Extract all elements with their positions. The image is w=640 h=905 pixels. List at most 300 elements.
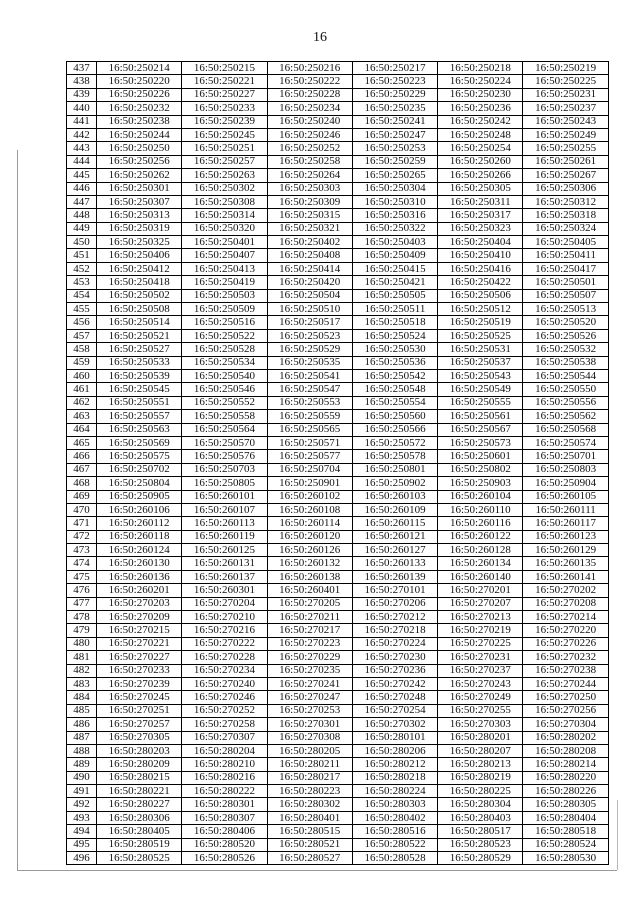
cadastral-number-cell: 16:50:250535	[267, 356, 352, 369]
cadastral-number-cell: 16:50:270216	[182, 624, 267, 637]
cadastral-number-cell: 16:50:280219	[438, 771, 523, 784]
cadastral-number-cell: 16:50:280519	[97, 838, 182, 851]
cadastral-number-cell: 16:50:250323	[438, 222, 523, 235]
cadastral-number-cell: 16:50:250573	[438, 436, 523, 449]
cadastral-number-cell: 16:50:260102	[267, 490, 352, 503]
cadastral-number-cell: 16:50:250903	[438, 477, 523, 490]
table-row	[67, 731, 609, 744]
table-row	[67, 249, 609, 262]
table-row	[67, 303, 609, 316]
table-row	[67, 102, 609, 115]
cadastral-number-cell: 16:50:250531	[438, 343, 523, 356]
cadastral-number-cell: 16:50:250308	[182, 195, 267, 208]
cadastral-number-cell: 16:50:250517	[267, 316, 352, 329]
cadastral-number-cell: 16:50:250601	[438, 450, 523, 463]
table-row	[67, 704, 609, 717]
cadastral-table-container	[66, 61, 608, 865]
row-number-cell: 444	[67, 155, 97, 168]
cadastral-number-cell: 16:50:250304	[352, 182, 437, 195]
cadastral-number-cell: 16:50:250405	[523, 236, 608, 249]
cadastral-number-cell: 16:50:250215	[182, 62, 267, 75]
cadastral-number-cell: 16:50:280222	[182, 785, 267, 798]
cadastral-number-cell: 16:50:280515	[267, 825, 352, 838]
cadastral-number-cell: 16:50:250409	[352, 249, 437, 262]
cadastral-number-cell: 16:50:280216	[182, 771, 267, 784]
cadastral-number-cell: 16:50:250558	[182, 410, 267, 423]
cadastral-number-cell: 16:50:270304	[523, 718, 608, 731]
cadastral-number-cell: 16:50:270243	[438, 677, 523, 690]
row-number-cell: 477	[67, 597, 97, 610]
table-row	[67, 410, 609, 423]
cadastral-number-cell: 16:50:250508	[97, 303, 182, 316]
table-row	[67, 128, 609, 141]
cadastral-number-cell: 16:50:260130	[97, 557, 182, 570]
cadastral-number-cell: 16:50:260401	[267, 584, 352, 597]
row-number-cell: 470	[67, 503, 97, 516]
cadastral-number-cell: 16:50:280302	[267, 798, 352, 811]
cadastral-number-cell: 16:50:250532	[523, 343, 608, 356]
cadastral-number-cell: 16:50:250241	[352, 115, 437, 128]
cadastral-number-cell: 16:50:250562	[523, 410, 608, 423]
cadastral-number-cell: 16:50:280306	[97, 811, 182, 824]
cadastral-number-cell: 16:50:250512	[438, 303, 523, 316]
cadastral-number-cell: 16:50:250542	[352, 369, 437, 382]
cadastral-number-cell: 16:50:250249	[523, 128, 608, 141]
cadastral-number-cell: 16:50:250255	[523, 142, 608, 155]
cadastral-number-cell: 16:50:270257	[97, 718, 182, 731]
cadastral-number-cell: 16:50:280212	[352, 758, 437, 771]
cadastral-number-cell: 16:50:250703	[182, 463, 267, 476]
cadastral-number-cell: 16:50:250507	[523, 289, 608, 302]
cadastral-number-cell: 16:50:250516	[182, 316, 267, 329]
row-number-cell: 465	[67, 436, 97, 449]
cadastral-number-cell: 16:50:250235	[352, 102, 437, 115]
cadastral-number-cell: 16:50:280518	[523, 825, 608, 838]
cadastral-number-cell: 16:50:270247	[267, 691, 352, 704]
table-row	[67, 222, 609, 235]
row-number-cell: 467	[67, 463, 97, 476]
cadastral-number-cell: 16:50:280401	[267, 811, 352, 824]
row-number-cell: 483	[67, 677, 97, 690]
cadastral-number-cell: 16:50:250526	[523, 329, 608, 342]
row-number-cell: 449	[67, 222, 97, 235]
cadastral-number-cell: 16:50:250266	[438, 169, 523, 182]
cadastral-number-cell: 16:50:250804	[97, 477, 182, 490]
table-row	[67, 651, 609, 664]
cadastral-number-cell: 16:50:250904	[523, 477, 608, 490]
cadastral-number-cell: 16:50:250905	[97, 490, 182, 503]
row-number-cell: 461	[67, 383, 97, 396]
row-number-cell: 443	[67, 142, 97, 155]
cadastral-number-cell: 16:50:270101	[352, 584, 437, 597]
cadastral-number-cell: 16:50:250563	[97, 423, 182, 436]
cadastral-number-cell: 16:50:250230	[438, 88, 523, 101]
cadastral-number-cell: 16:50:250234	[267, 102, 352, 115]
cadastral-number-cell: 16:50:280227	[97, 798, 182, 811]
cadastral-number-cell: 16:50:260301	[182, 584, 267, 597]
cadastral-number-cell: 16:50:250541	[267, 369, 352, 382]
cadastral-number-cell: 16:50:270224	[352, 637, 437, 650]
cadastral-number-cell: 16:50:250536	[352, 356, 437, 369]
cadastral-number-cell: 16:50:250262	[97, 169, 182, 182]
cadastral-number-cell: 16:50:260137	[182, 570, 267, 583]
cadastral-number-cell: 16:50:270208	[523, 597, 608, 610]
cadastral-number-cell: 16:50:280226	[523, 785, 608, 798]
table-row	[67, 477, 609, 490]
cadastral-number-cell: 16:50:250220	[97, 75, 182, 88]
row-number-cell: 475	[67, 570, 97, 583]
cadastral-number-cell: 16:50:250549	[438, 383, 523, 396]
scan-edge-left	[17, 150, 18, 870]
cadastral-number-cell: 16:50:260127	[352, 544, 437, 557]
cadastral-number-cell: 16:50:260121	[352, 530, 437, 543]
cadastral-number-cell: 16:50:280402	[352, 811, 437, 824]
cadastral-number-cell: 16:50:280404	[523, 811, 608, 824]
cadastral-number-cell: 16:50:270209	[97, 611, 182, 624]
cadastral-number-cell: 16:50:250564	[182, 423, 267, 436]
cadastral-number-cell: 16:50:270252	[182, 704, 267, 717]
cadastral-number-cell: 16:50:280215	[97, 771, 182, 784]
row-number-cell: 466	[67, 450, 97, 463]
cadastral-number-cell: 16:50:250420	[267, 276, 352, 289]
cadastral-number-cell: 16:50:250256	[97, 155, 182, 168]
cadastral-number-cell: 16:50:280526	[182, 852, 267, 865]
cadastral-number-cell: 16:50:260138	[267, 570, 352, 583]
cadastral-number-cell: 16:50:260113	[182, 517, 267, 530]
cadastral-number-cell: 16:50:280528	[352, 852, 437, 865]
table-row	[67, 852, 609, 865]
table-row	[67, 62, 609, 75]
cadastral-number-cell: 16:50:270233	[97, 664, 182, 677]
cadastral-number-cell: 16:50:260117	[523, 517, 608, 530]
cadastral-number-cell: 16:50:250419	[182, 276, 267, 289]
cadastral-number-cell: 16:50:260125	[182, 544, 267, 557]
cadastral-number-cell: 16:50:260115	[352, 517, 437, 530]
table-row	[67, 450, 609, 463]
table-row	[67, 798, 609, 811]
row-number-cell: 484	[67, 691, 97, 704]
cadastral-number-cell: 16:50:250560	[352, 410, 437, 423]
cadastral-number-cell: 16:50:280307	[182, 811, 267, 824]
cadastral-number-cell: 16:50:260139	[352, 570, 437, 583]
cadastral-number-cell: 16:50:250319	[97, 222, 182, 235]
cadastral-number-cell: 16:50:260134	[438, 557, 523, 570]
cadastral-number-cell: 16:50:260116	[438, 517, 523, 530]
cadastral-number-cell: 16:50:280303	[352, 798, 437, 811]
cadastral-number-cell: 16:50:270230	[352, 651, 437, 664]
cadastral-number-cell: 16:50:250264	[267, 169, 352, 182]
cadastral-number-cell: 16:50:250217	[352, 62, 437, 75]
table-row	[67, 691, 609, 704]
row-number-cell: 482	[67, 664, 97, 677]
cadastral-number-cell: 16:50:270219	[438, 624, 523, 637]
row-number-cell: 486	[67, 718, 97, 731]
cadastral-number-cell: 16:50:250401	[182, 236, 267, 249]
cadastral-number-cell: 16:50:250317	[438, 209, 523, 222]
cadastral-number-cell: 16:50:250547	[267, 383, 352, 396]
cadastral-number-cell: 16:50:280205	[267, 744, 352, 757]
cadastral-number-cell: 16:50:270237	[438, 664, 523, 677]
cadastral-number-cell: 16:50:250408	[267, 249, 352, 262]
cadastral-number-cell: 16:50:250529	[267, 343, 352, 356]
table-row	[67, 155, 609, 168]
cadastral-number-cell: 16:50:280521	[267, 838, 352, 851]
table-row	[67, 356, 609, 369]
cadastral-number-cell: 16:50:250568	[523, 423, 608, 436]
cadastral-number-cell: 16:50:250524	[352, 329, 437, 342]
table-row	[67, 276, 609, 289]
cadastral-number-cell: 16:50:280520	[182, 838, 267, 851]
row-number-cell: 446	[67, 182, 97, 195]
cadastral-number-cell: 16:50:250403	[352, 236, 437, 249]
cadastral-number-cell: 16:50:280530	[523, 852, 608, 865]
cadastral-number-cell: 16:50:250404	[438, 236, 523, 249]
cadastral-number-cell: 16:50:280201	[438, 731, 523, 744]
cadastral-number-cell: 16:50:280224	[352, 785, 437, 798]
cadastral-number-cell: 16:50:280524	[523, 838, 608, 851]
row-number-cell: 488	[67, 744, 97, 757]
scan-edge-bottom	[17, 870, 617, 871]
cadastral-number-cell: 16:50:270305	[97, 731, 182, 744]
cadastral-number-cell: 16:50:250421	[352, 276, 437, 289]
row-number-cell: 451	[67, 249, 97, 262]
cadastral-number-cell: 16:50:250410	[438, 249, 523, 262]
cadastral-number-cell: 16:50:250251	[182, 142, 267, 155]
cadastral-number-cell: 16:50:280210	[182, 758, 267, 771]
cadastral-number-cell: 16:50:270239	[97, 677, 182, 690]
cadastral-number-cell: 16:50:250702	[97, 463, 182, 476]
table-row	[67, 584, 609, 597]
cadastral-number-cell: 16:50:250805	[182, 477, 267, 490]
cadastral-number-cell: 16:50:250228	[267, 88, 352, 101]
cadastral-number-cell: 16:50:250252	[267, 142, 352, 155]
table-row	[67, 262, 609, 275]
cadastral-number-cell: 16:50:250246	[267, 128, 352, 141]
cadastral-number-cell: 16:50:250247	[352, 128, 437, 141]
cadastral-number-cell: 16:50:250530	[352, 343, 437, 356]
table-row	[67, 677, 609, 690]
table-row	[67, 838, 609, 851]
cadastral-number-cell: 16:50:250267	[523, 169, 608, 182]
cadastral-number-cell: 16:50:280516	[352, 825, 437, 838]
cadastral-number-cell: 16:50:250261	[523, 155, 608, 168]
cadastral-number-cell: 16:50:250260	[438, 155, 523, 168]
table-row	[67, 637, 609, 650]
cadastral-number-cell: 16:50:270256	[523, 704, 608, 717]
cadastral-number-cell: 16:50:250543	[438, 369, 523, 382]
cadastral-number-cell: 16:50:250224	[438, 75, 523, 88]
row-number-cell: 480	[67, 637, 97, 650]
cadastral-number-cell: 16:50:270303	[438, 718, 523, 731]
table-row	[67, 557, 609, 570]
cadastral-number-cell: 16:50:250417	[523, 262, 608, 275]
cadastral-number-cell: 16:50:260122	[438, 530, 523, 543]
cadastral-number-cell: 16:50:250540	[182, 369, 267, 382]
table-row	[67, 182, 609, 195]
cadastral-number-cell: 16:50:250221	[182, 75, 267, 88]
row-number-cell: 459	[67, 356, 97, 369]
cadastral-number-cell: 16:50:250901	[267, 477, 352, 490]
cadastral-number-cell: 16:50:270231	[438, 651, 523, 664]
cadastral-number-cell: 16:50:250325	[97, 236, 182, 249]
cadastral-number-cell: 16:50:250576	[182, 450, 267, 463]
cadastral-number-cell: 16:50:250219	[523, 62, 608, 75]
cadastral-number-cell: 16:50:250544	[523, 369, 608, 382]
cadastral-number-cell: 16:50:260132	[267, 557, 352, 570]
cadastral-number-cell: 16:50:250548	[352, 383, 437, 396]
cadastral-number-cell: 16:50:250521	[97, 329, 182, 342]
cadastral-number-cell: 16:50:250320	[182, 222, 267, 235]
cadastral-number-cell: 16:50:260118	[97, 530, 182, 543]
row-number-cell: 495	[67, 838, 97, 851]
cadastral-number-cell: 16:50:260126	[267, 544, 352, 557]
table-row	[67, 825, 609, 838]
table-row	[67, 570, 609, 583]
cadastral-number-cell: 16:50:270238	[523, 664, 608, 677]
cadastral-number-cell: 16:50:250253	[352, 142, 437, 155]
cadastral-number-cell: 16:50:250701	[523, 450, 608, 463]
table-row	[67, 744, 609, 757]
cadastral-number-cell: 16:50:260103	[352, 490, 437, 503]
cadastral-number-cell: 16:50:270225	[438, 637, 523, 650]
cadastral-number-cell: 16:50:250572	[352, 436, 437, 449]
table-row	[67, 544, 609, 557]
cadastral-number-cell: 16:50:270241	[267, 677, 352, 690]
cadastral-number-cell: 16:50:270236	[352, 664, 437, 677]
row-number-cell: 464	[67, 423, 97, 436]
cadastral-number-cell: 16:50:250307	[97, 195, 182, 208]
row-number-cell: 469	[67, 490, 97, 503]
cadastral-number-cell: 16:50:270226	[523, 637, 608, 650]
cadastral-number-cell: 16:50:250577	[267, 450, 352, 463]
row-number-cell: 496	[67, 852, 97, 865]
cadastral-number-cell: 16:50:260135	[523, 557, 608, 570]
cadastral-number-cell: 16:50:250545	[97, 383, 182, 396]
cadastral-number-cell: 16:50:250519	[438, 316, 523, 329]
cadastral-number-cell: 16:50:250263	[182, 169, 267, 182]
cadastral-number-cell: 16:50:260141	[523, 570, 608, 583]
cadastral-number-cell: 16:50:260109	[352, 503, 437, 516]
cadastral-number-cell: 16:50:250513	[523, 303, 608, 316]
cadastral-number-cell: 16:50:260111	[523, 503, 608, 516]
cadastral-number-cell: 16:50:280206	[352, 744, 437, 757]
cadastral-number-cell: 16:50:270253	[267, 704, 352, 717]
cadastral-number-cell: 16:50:270223	[267, 637, 352, 650]
cadastral-number-cell: 16:50:250523	[267, 329, 352, 342]
table-row	[67, 611, 609, 624]
row-number-cell: 472	[67, 530, 97, 543]
cadastral-number-cell: 16:50:280305	[523, 798, 608, 811]
row-number-cell: 462	[67, 396, 97, 409]
cadastral-number-cell: 16:50:250503	[182, 289, 267, 302]
cadastral-number-cell: 16:50:280522	[352, 838, 437, 851]
cadastral-number-cell: 16:50:270232	[523, 651, 608, 664]
cadastral-number-cell: 16:50:280529	[438, 852, 523, 865]
cadastral-number-cell: 16:50:270203	[97, 597, 182, 610]
cadastral-number-cell: 16:50:280202	[523, 731, 608, 744]
row-number-cell: 440	[67, 102, 97, 115]
cadastral-number-cell: 16:50:270214	[523, 611, 608, 624]
row-number-cell: 441	[67, 115, 97, 128]
cadastral-number-cell: 16:50:270212	[352, 611, 437, 624]
cadastral-number-cell: 16:50:250704	[267, 463, 352, 476]
cadastral-number-cell: 16:50:250525	[438, 329, 523, 342]
row-number-cell: 463	[67, 410, 97, 423]
cadastral-number-cell: 16:50:270248	[352, 691, 437, 704]
table-row	[67, 236, 609, 249]
cadastral-number-cell: 16:50:270220	[523, 624, 608, 637]
row-number-cell: 487	[67, 731, 97, 744]
row-number-cell: 453	[67, 276, 97, 289]
cadastral-number-cell: 16:50:250214	[97, 62, 182, 75]
cadastral-number-cell: 16:50:270249	[438, 691, 523, 704]
cadastral-number-cell: 16:50:250537	[438, 356, 523, 369]
cadastral-number-cell: 16:50:280218	[352, 771, 437, 784]
cadastral-number-cell: 16:50:270254	[352, 704, 437, 717]
cadastral-number-cell: 16:50:250546	[182, 383, 267, 396]
cadastral-number-cell: 16:50:250505	[352, 289, 437, 302]
row-number-cell: 442	[67, 128, 97, 141]
cadastral-number-cell: 16:50:270258	[182, 718, 267, 731]
cadastral-number-cell: 16:50:250243	[523, 115, 608, 128]
cadastral-number-cell: 16:50:250506	[438, 289, 523, 302]
cadastral-number-cell: 16:50:250554	[352, 396, 437, 409]
table-row	[67, 785, 609, 798]
cadastral-number-cell: 16:50:280214	[523, 758, 608, 771]
cadastral-number-cell: 16:50:270234	[182, 664, 267, 677]
cadastral-number-cell: 16:50:250231	[523, 88, 608, 101]
cadastral-number-cell: 16:50:250520	[523, 316, 608, 329]
cadastral-number-cell: 16:50:250223	[352, 75, 437, 88]
row-number-cell: 481	[67, 651, 97, 664]
cadastral-number-cell: 16:50:250229	[352, 88, 437, 101]
cadastral-number-cell: 16:50:280221	[97, 785, 182, 798]
cadastral-number-cell: 16:50:270221	[97, 637, 182, 650]
cadastral-number-cell: 16:50:260101	[182, 490, 267, 503]
table-row	[67, 463, 609, 476]
row-number-cell: 468	[67, 477, 97, 490]
cadastral-number-cell: 16:50:250242	[438, 115, 523, 128]
cadastral-number-cell: 16:50:250316	[352, 209, 437, 222]
cadastral-number-cell: 16:50:250406	[97, 249, 182, 262]
table-row	[67, 436, 609, 449]
cadastral-number-cell: 16:50:250502	[97, 289, 182, 302]
row-number-cell: 455	[67, 303, 97, 316]
cadastral-number-cell: 16:50:250250	[97, 142, 182, 155]
table-row	[67, 142, 609, 155]
cadastral-number-cell: 16:50:260119	[182, 530, 267, 543]
table-row	[67, 811, 609, 824]
row-number-cell: 485	[67, 704, 97, 717]
row-number-cell: 445	[67, 169, 97, 182]
cadastral-number-cell: 16:50:250575	[97, 450, 182, 463]
cadastral-number-cell: 16:50:250565	[267, 423, 352, 436]
cadastral-number-cell: 16:50:250238	[97, 115, 182, 128]
table-row	[67, 490, 609, 503]
cadastral-number-cell: 16:50:250244	[97, 128, 182, 141]
cadastral-number-cell: 16:50:260120	[267, 530, 352, 543]
cadastral-number-cell: 16:50:250504	[267, 289, 352, 302]
cadastral-number-cell: 16:50:260106	[97, 503, 182, 516]
cadastral-number-cell: 16:50:250510	[267, 303, 352, 316]
cadastral-number-cell: 16:50:250245	[182, 128, 267, 141]
cadastral-number-cell: 16:50:250222	[267, 75, 352, 88]
cadastral-number-cell: 16:50:280101	[352, 731, 437, 744]
cadastral-number-cell: 16:50:250218	[438, 62, 523, 75]
cadastral-number-cell: 16:50:250258	[267, 155, 352, 168]
row-number-cell: 448	[67, 209, 97, 222]
cadastral-number-cell: 16:50:270251	[97, 704, 182, 717]
